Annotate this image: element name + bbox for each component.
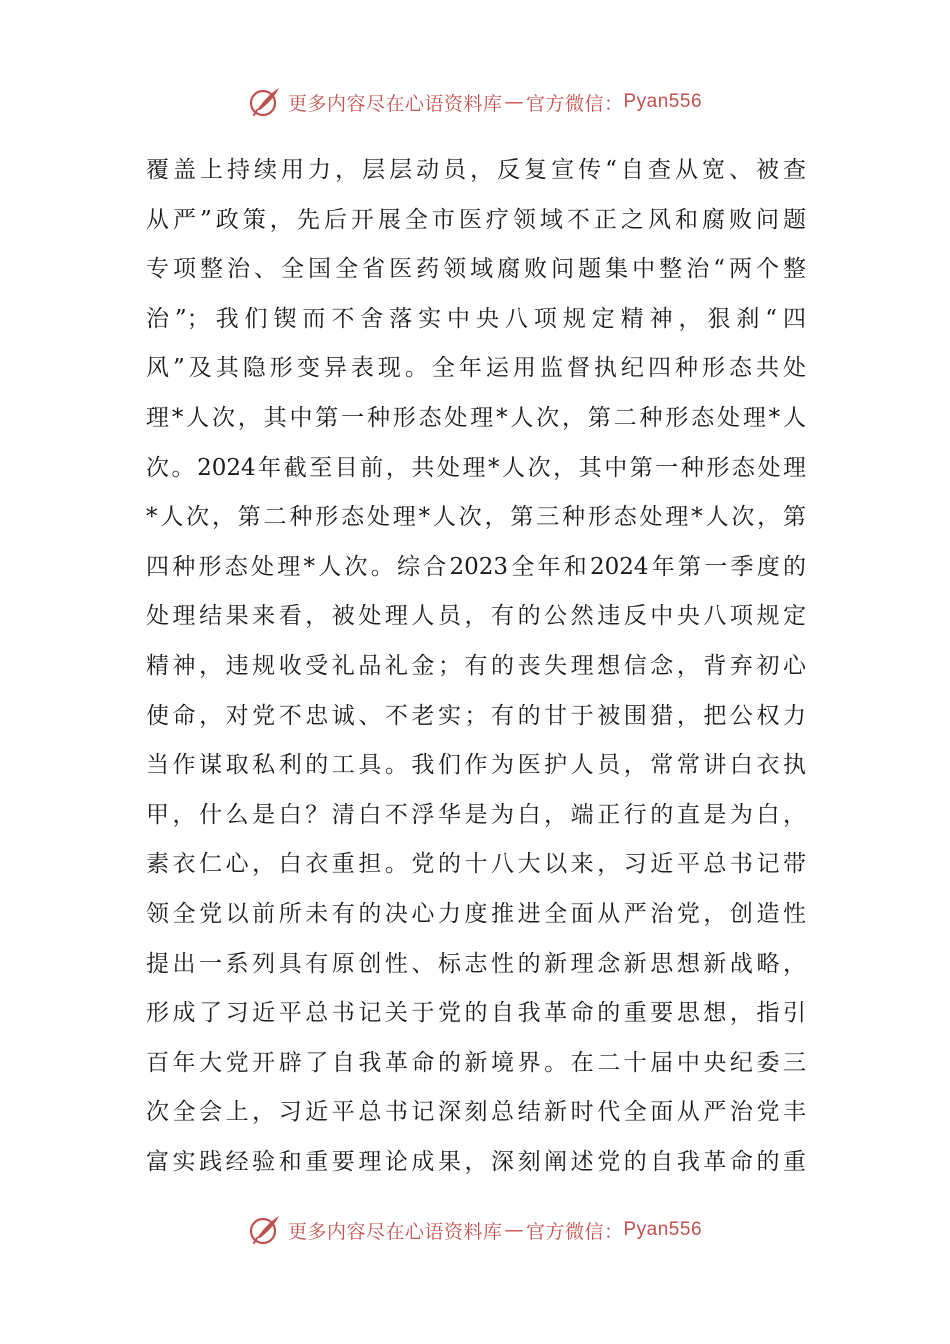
body-line: *人次，第二种形态处理*人次，第三种形态处理*人次，第 bbox=[146, 504, 806, 531]
watermark-contact-id: Pyan556 bbox=[623, 91, 703, 112]
quill-pen-logo-icon bbox=[248, 85, 282, 119]
body-line: 专项整治、全国全省医药领域腐败问题集中整治“两个整 bbox=[146, 256, 806, 283]
document-body bbox=[146, 146, 806, 1187]
body-line: 四种形态处理*人次。综合2023全年和2024年第一季度的 bbox=[146, 553, 806, 580]
body-line: 素衣仁心，白衣重担。党的十八大以来，习近平总书记带 bbox=[146, 851, 806, 878]
body-line: 富实践经验和重要理论成果，深刻阐述党的自我革命的重 bbox=[146, 1148, 806, 1175]
body-line: 治”；我们锲而不舍落实中央八项规定精神，狠刹“四 bbox=[146, 305, 806, 332]
body-line: 理*人次，其中第一种形态处理*人次，第二种形态处理*人 bbox=[146, 404, 806, 431]
quill-pen-logo-icon bbox=[248, 1213, 282, 1247]
watermark-brand: 更多内容尽在心语资料库 bbox=[287, 92, 503, 115]
body-line: 风”及其隐形变异表现。全年运用监督执纪四种形态共处 bbox=[146, 355, 806, 382]
watermark-contact-label: 官方微信： bbox=[525, 1220, 624, 1243]
watermark-brand: 更多内容尽在心语资料库 bbox=[287, 1220, 503, 1243]
body-line: 领全党以前所未有的决心力度推进全面从严治党，创造性 bbox=[146, 900, 806, 927]
body-line: 形成了习近平总书记关于党的自我革命的重要思想，指引 bbox=[146, 1000, 806, 1027]
body-line: 次全会上，习近平总书记深刻总结新时代全面从严治党丰 bbox=[146, 1099, 806, 1126]
footer-watermark bbox=[0, 1210, 950, 1250]
watermark-contact-label: 官方微信： bbox=[525, 92, 624, 115]
header-watermark bbox=[0, 82, 950, 122]
body-line: 百年大党开辟了自我革命的新境界。在二十届中央纪委三 bbox=[146, 1049, 806, 1076]
body-line: 使命，对党不忠诚、不老实；有的甘于被围猎，把公权力 bbox=[146, 702, 806, 729]
body-line: 当作谋取私利的工具。我们作为医护人员，常常讲白衣执 bbox=[146, 752, 806, 779]
watermark-separator: — bbox=[504, 91, 524, 113]
body-line: 处理结果来看，被处理人员，有的公然违反中央八项规定 bbox=[146, 603, 806, 630]
body-line: 精神，违规收受礼品礼金；有的丧失理想信念，背弃初心 bbox=[146, 652, 806, 679]
body-line: 从严”政策，先后开展全市医疗领域不正之风和腐败问题 bbox=[146, 206, 806, 233]
watermark-contact-id: Pyan556 bbox=[623, 1219, 703, 1240]
body-line: 次。2024年截至目前，共处理*人次，其中第一种形态处理 bbox=[146, 454, 806, 481]
body-line: 甲，什么是白？清白不浮华是为白，端正行的直是为白， bbox=[146, 801, 806, 828]
body-line: 覆盖上持续用力，层层动员，反复宣传“自查从宽、被查 bbox=[146, 157, 806, 183]
watermark-separator: — bbox=[504, 1219, 524, 1241]
body-line: 提出一系列具有原创性、标志性的新理念新思想新战略， bbox=[146, 950, 806, 977]
